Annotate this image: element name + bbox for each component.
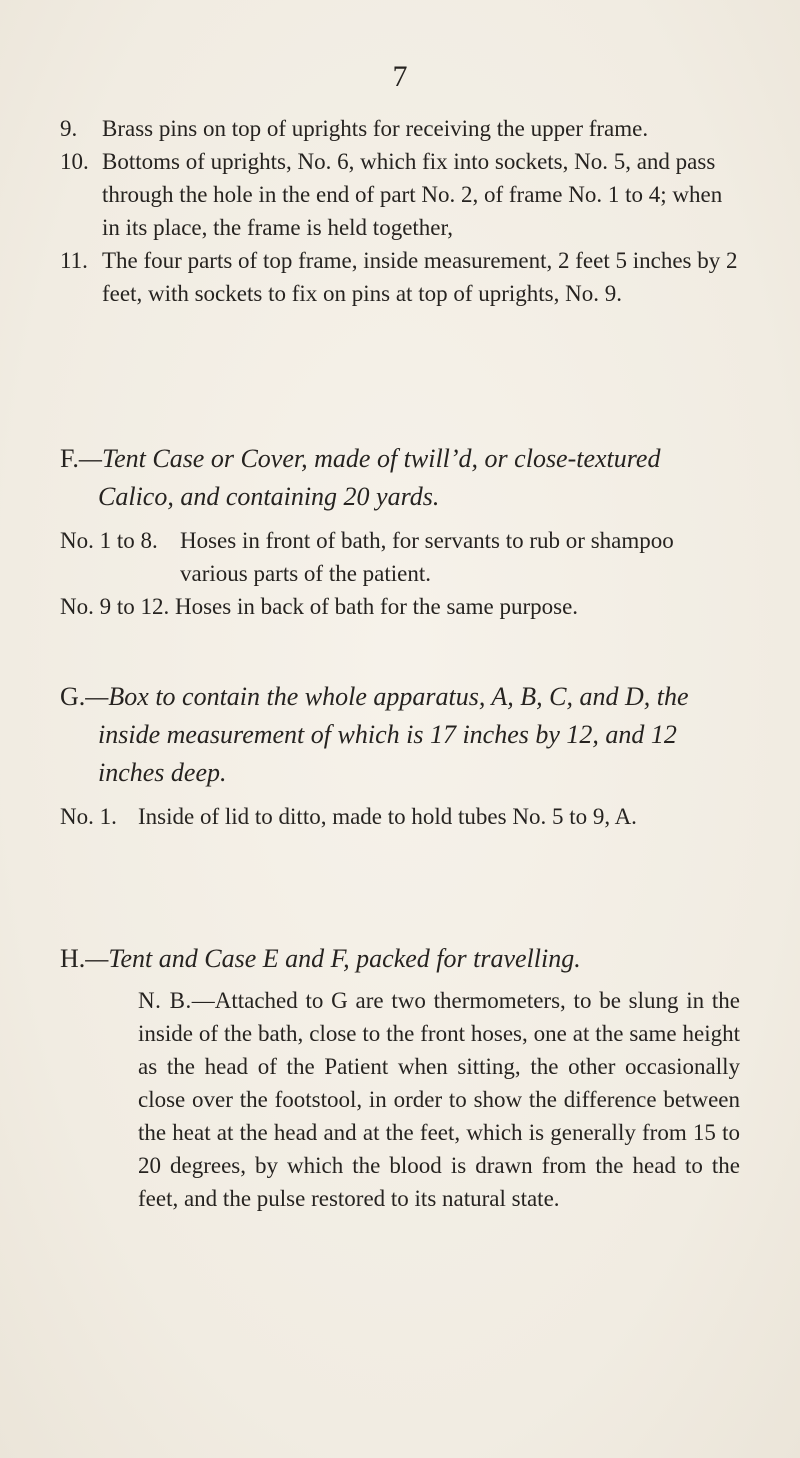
page-number: 7 — [392, 60, 408, 93]
section-f — [60, 440, 740, 623]
section-f-heading — [60, 440, 740, 516]
list-item-f-2 — [60, 590, 740, 623]
section-g — [60, 678, 740, 833]
item-number: No. 1 to 8. — [60, 528, 158, 553]
upper-items-list — [60, 112, 740, 310]
item-number: 10. — [60, 149, 89, 174]
item-number: 9. — [60, 116, 78, 141]
section-letter: H. — [60, 944, 86, 973]
item-text: Hoses in back of bath for the same purpose. — [175, 594, 579, 619]
section-title: —Box to contain the whole apparatus, A, B, C, and D, the inside measurement of which is 17 inches by 12, and 12 inches deep. — [85, 682, 689, 787]
item-text: The four parts of top frame, inside measurement, 2 feet 5 inches by 2 feet, with sockets to fix on pins at top of uprights, No. 9. — [102, 248, 738, 306]
item-number: No. 1. — [60, 804, 117, 829]
list-item-10 — [60, 145, 740, 244]
item-text: Inside of lid to ditto, made to hold tubes No. 5 to 9, A. — [138, 804, 637, 829]
section-letter: G. — [60, 682, 86, 711]
item-text: Bottoms of uprights, No. 6, which fix into sockets, No. 5, and pass through the hole in the end of part No. 2, of frame No. 1 to 4; when in its place, the frame is held together, — [102, 149, 723, 240]
list-item-9 — [60, 112, 740, 145]
item-number: 11. — [60, 248, 88, 273]
item-text: Hoses in front of bath, for servants to rub or shampoo various parts of the patient. — [180, 528, 674, 586]
section-h-heading — [60, 940, 740, 978]
section-g-heading — [60, 678, 740, 792]
list-item-11 — [60, 244, 740, 310]
list-item-g-1 — [60, 800, 740, 833]
note-lead: N. B. — [138, 988, 192, 1013]
list-item-f-1 — [60, 524, 740, 590]
section-title: —Tent and Case E and F, packed for travelling. — [85, 944, 581, 973]
item-text: Brass pins on top of uprights for receiving the upper frame. — [102, 116, 649, 141]
section-h — [60, 940, 740, 1215]
item-number: No. 9 to 12. — [60, 594, 170, 619]
note-text: —Attached to G are two thermometers, to be slung in the inside of the bath, close to the front hoses, one at the same height as the head of the Patient when sitting, the other occasionally close over the footstool, in order to show the difference between the heat at the head and at the feet, which is generally from 15 to 20 degrees, by which the blood is drawn from the head to the feet, and the pulse restored to its natural state. — [138, 988, 741, 1211]
section-letter: F. — [60, 444, 79, 473]
nota-bene-note — [60, 984, 740, 1215]
section-title: —Tent Case or Cover, made of twill’d, or close-textured Calico, and containing 20 yards. — [78, 444, 661, 511]
